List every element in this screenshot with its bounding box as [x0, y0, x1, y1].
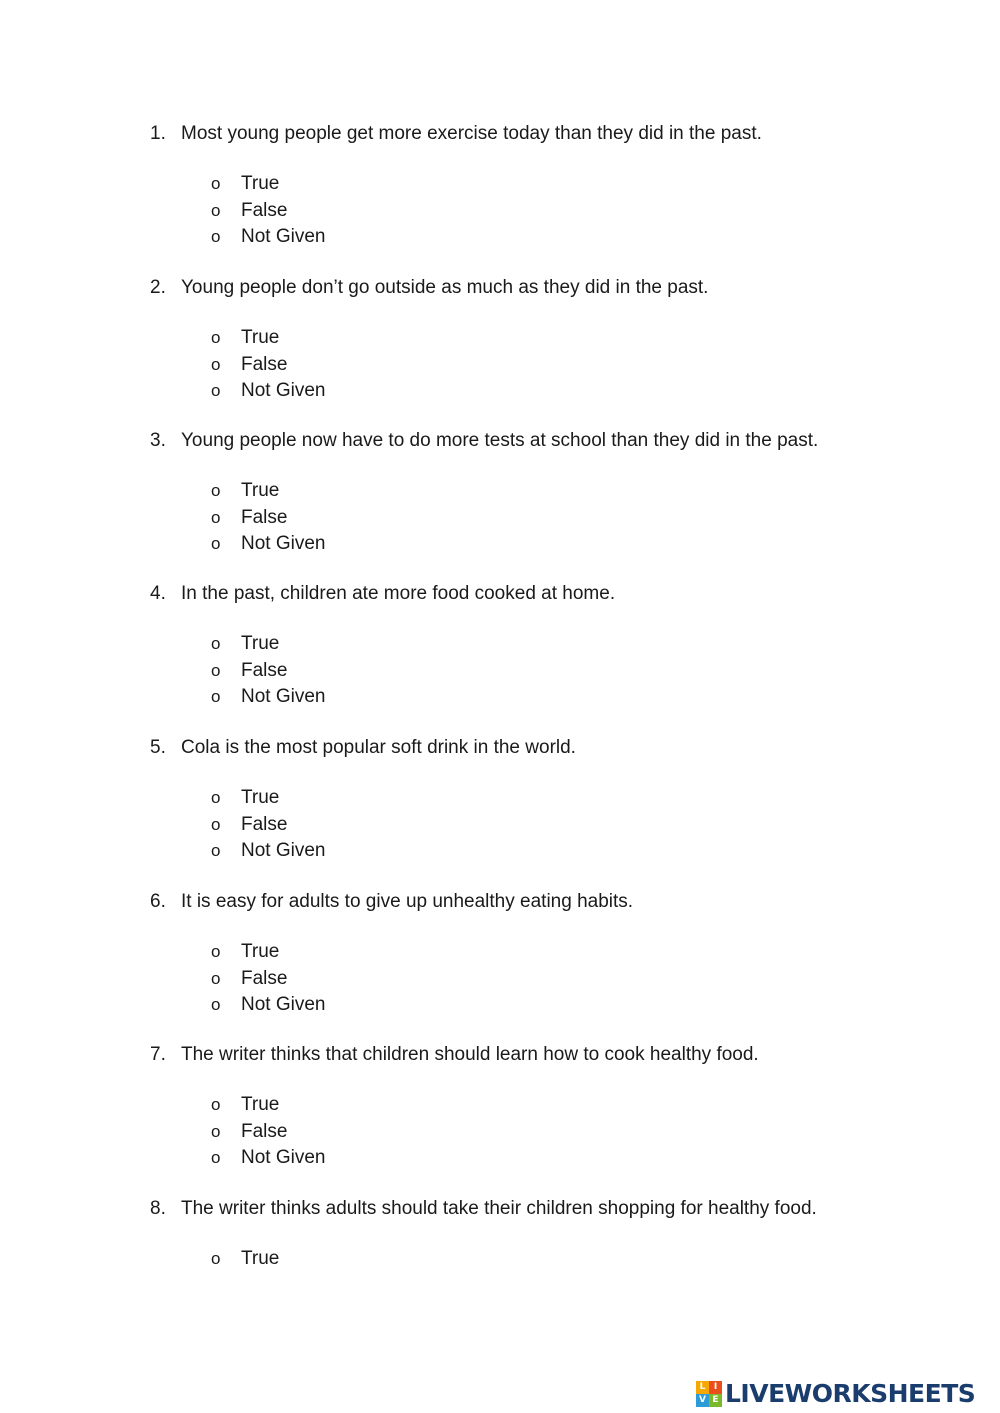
option-label: True	[241, 633, 280, 654]
liveworksheets-logo-icon	[696, 1381, 722, 1407]
question-number: 5.	[150, 737, 166, 758]
option-label: Not Given	[241, 226, 326, 247]
liveworksheets-branding	[696, 1378, 975, 1410]
question-text: The writer thinks that children should learn how to cook healthy food.	[181, 1044, 759, 1065]
option-label: True	[241, 480, 280, 501]
question-text: It is easy for adults to give up unhealthy eating habits.	[181, 891, 634, 912]
radio-bullet-icon: o	[211, 788, 221, 807]
option-not-given[interactable]	[0, 838, 1000, 864]
option-label: Not Given	[241, 686, 326, 707]
radio-bullet-icon: o	[211, 1122, 221, 1141]
question-text: The writer thinks adults should take their children shopping for healthy food.	[181, 1198, 817, 1219]
question-4	[0, 581, 1000, 731]
option-true[interactable]	[0, 1092, 1000, 1118]
option-false[interactable]	[0, 658, 1000, 684]
radio-bullet-icon: o	[211, 381, 221, 400]
question-8	[0, 1196, 1000, 1346]
option-label: False	[241, 200, 288, 221]
question-text: Cola is the most popular soft drink in the world.	[181, 737, 576, 758]
option-not-given[interactable]	[0, 684, 1000, 710]
option-label: True	[241, 941, 280, 962]
question-text: Most young people get more exercise today than they did in the past.	[181, 123, 762, 144]
radio-bullet-icon: o	[211, 481, 221, 500]
option-true[interactable]	[0, 1246, 1000, 1272]
option-label: True	[241, 327, 280, 348]
option-not-given[interactable]	[0, 1145, 1000, 1171]
question-5	[0, 735, 1000, 885]
option-label: Not Given	[241, 994, 326, 1015]
option-not-given[interactable]	[0, 224, 1000, 250]
question-number: 1.	[150, 123, 166, 144]
radio-bullet-icon: o	[211, 661, 221, 680]
question-number: 7.	[150, 1044, 166, 1065]
question-text: Young people don’t go outside as much as they did in the past.	[181, 277, 709, 298]
question-3	[0, 428, 1000, 578]
logo-letter: L	[696, 1381, 709, 1394]
brand-wordmark: LIVEWORKSHEETS	[725, 1379, 976, 1408]
radio-bullet-icon: o	[211, 1249, 221, 1268]
option-label: True	[241, 787, 280, 808]
radio-bullet-icon: o	[211, 969, 221, 988]
option-true[interactable]	[0, 478, 1000, 504]
radio-bullet-icon: o	[211, 201, 221, 220]
radio-bullet-icon: o	[211, 634, 221, 653]
option-label: True	[241, 1094, 280, 1115]
question-number: 4.	[150, 583, 166, 604]
radio-bullet-icon: o	[211, 174, 221, 193]
option-true[interactable]	[0, 631, 1000, 657]
option-label: Not Given	[241, 380, 326, 401]
option-label: False	[241, 660, 288, 681]
radio-bullet-icon: o	[211, 508, 221, 527]
question-number: 3.	[150, 430, 166, 451]
radio-bullet-icon: o	[211, 1095, 221, 1114]
option-label: Not Given	[241, 533, 326, 554]
option-true[interactable]	[0, 939, 1000, 965]
option-label: False	[241, 507, 288, 528]
option-label: Not Given	[241, 840, 326, 861]
radio-bullet-icon: o	[211, 687, 221, 706]
radio-bullet-icon: o	[211, 355, 221, 374]
option-label: True	[241, 1248, 280, 1269]
option-true[interactable]	[0, 171, 1000, 197]
option-label: False	[241, 968, 288, 989]
option-not-given[interactable]	[0, 992, 1000, 1018]
option-not-given[interactable]	[0, 531, 1000, 557]
question-6	[0, 889, 1000, 1039]
radio-bullet-icon: o	[211, 995, 221, 1014]
option-true[interactable]	[0, 325, 1000, 351]
option-false[interactable]	[0, 198, 1000, 224]
option-label: True	[241, 173, 280, 194]
question-number: 2.	[150, 277, 166, 298]
radio-bullet-icon: o	[211, 815, 221, 834]
question-text: In the past, children ate more food cooked at home.	[181, 583, 616, 604]
option-not-given[interactable]	[0, 378, 1000, 404]
option-false[interactable]	[0, 505, 1000, 531]
question-7	[0, 1042, 1000, 1192]
option-label: False	[241, 354, 288, 375]
radio-bullet-icon: o	[211, 227, 221, 246]
option-label: Not Given	[241, 1147, 326, 1168]
radio-bullet-icon: o	[211, 942, 221, 961]
question-text: Young people now have to do more tests at school than they did in the past.	[181, 430, 819, 451]
radio-bullet-icon: o	[211, 534, 221, 553]
question-1	[0, 121, 1000, 271]
radio-bullet-icon: o	[211, 328, 221, 347]
radio-bullet-icon: o	[211, 841, 221, 860]
logo-letter: I	[709, 1381, 722, 1394]
question-number: 8.	[150, 1198, 166, 1219]
option-label: False	[241, 814, 288, 835]
radio-bullet-icon: o	[211, 1148, 221, 1167]
option-false[interactable]	[0, 812, 1000, 838]
option-false[interactable]	[0, 1119, 1000, 1145]
option-false[interactable]	[0, 966, 1000, 992]
option-true[interactable]	[0, 785, 1000, 811]
option-false[interactable]	[0, 352, 1000, 378]
logo-letter: V	[696, 1394, 709, 1407]
option-label: False	[241, 1121, 288, 1142]
logo-letter: E	[709, 1394, 722, 1407]
question-2	[0, 275, 1000, 425]
question-number: 6.	[150, 891, 166, 912]
